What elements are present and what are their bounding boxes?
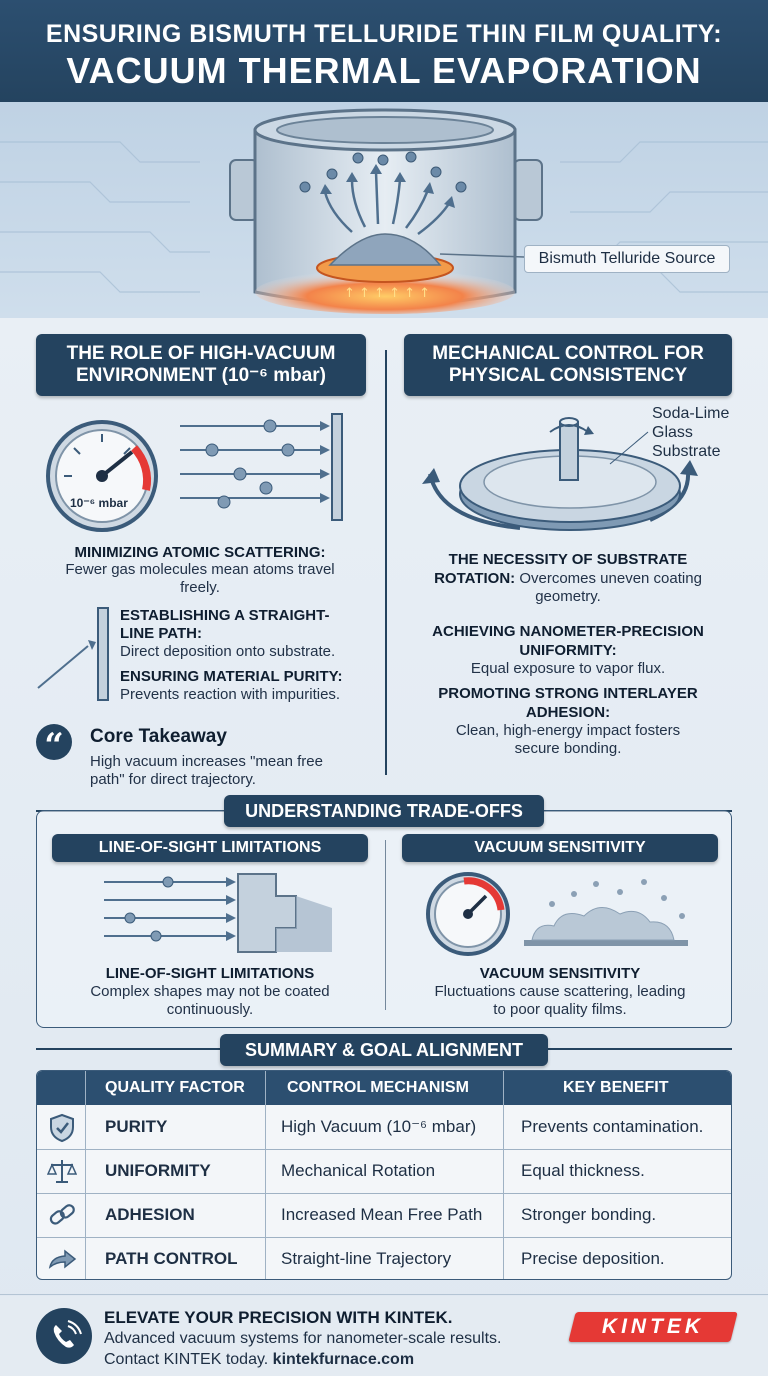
uniformity-title-line1: ACHIEVING NANOMETER-PRECISION	[432, 623, 704, 640]
mechanism-adhesion: Increased Mean Free Path	[281, 1205, 483, 1224]
rotation-text-line2: geometry.	[535, 588, 601, 605]
benefit-adhesion: Stronger bonding.	[521, 1205, 657, 1224]
tradeoffs-divider	[385, 840, 386, 1010]
takeaway-text-line1: High vacuum increases "mean free	[90, 753, 323, 770]
vacuum-sensitivity-pill: VACUUM SENSITIVITY	[402, 834, 718, 862]
shield-check-icon	[49, 1113, 75, 1143]
scattering-text-line2: freely.	[180, 579, 220, 596]
line-of-sight-pill: LINE-OF-SIGHT LIMITATIONS	[52, 834, 368, 862]
footer-website-link[interactable]: kintekfurnace.com	[272, 1351, 415, 1368]
vacuum-sensitivity-text-line2: to poor quality films.	[493, 1001, 627, 1018]
purity-text: Prevents reaction with impurities.	[120, 686, 341, 703]
purity-title: ENSURING MATERIAL PURITY:	[120, 668, 343, 685]
factor-path-control: PATH CONTROL	[105, 1249, 238, 1268]
straight-path-atoms-illustration	[170, 412, 350, 524]
page-header	[0, 0, 768, 102]
mechanical-point-rotation	[398, 550, 738, 606]
summary-table	[36, 1070, 732, 1280]
factor-uniformity: UNIFORMITY	[105, 1161, 211, 1180]
adhesion-text-line2: secure bonding.	[514, 740, 622, 757]
line-of-sight-caption	[52, 964, 368, 1019]
balance-scale-icon	[47, 1157, 77, 1185]
table-header-row	[37, 1071, 732, 1105]
pressure-gauge-icon	[44, 418, 160, 534]
footer-line2: Advanced vacuum systems for nanometer-scale results.	[104, 1330, 502, 1347]
arrow-right-icon	[47, 1247, 77, 1271]
quote-icon: “	[36, 724, 72, 760]
rotation-title-line2: ROTATION:	[434, 570, 516, 587]
vacuum-sensitivity-caption	[402, 964, 718, 1019]
chain-link-icon	[47, 1201, 77, 1229]
adhesion-text-line1: Clean, high-energy impact fosters	[455, 722, 681, 739]
benefit-purity: Prevents contamination.	[521, 1117, 704, 1136]
mechanism-uniformity: Mechanical Rotation	[281, 1161, 436, 1180]
straight-path-text: Direct deposition onto substrate.	[120, 643, 336, 660]
footer-headline: ELEVATE YOUR PRECISION WITH KINTEK.	[104, 1308, 453, 1327]
footer-text	[104, 1307, 574, 1370]
mechanism-path-control: Straight-line Trajectory	[281, 1249, 452, 1268]
benefit-uniformity: Equal thickness.	[521, 1161, 645, 1180]
vacuum-chamber-illustration	[0, 102, 768, 318]
kintek-logo-text: KINTEK	[601, 1315, 705, 1338]
takeaway-text-line2: path" for direct trajectory.	[90, 771, 256, 788]
mechanical-title-line1: MECHANICAL CONTROL FOR	[432, 343, 704, 364]
header-quality-factor: QUALITY FACTOR	[105, 1079, 245, 1096]
vacuum-point-straight-path	[120, 607, 380, 661]
header-control-mechanism: CONTROL MECHANISM	[287, 1079, 469, 1096]
substrate-label-line2: Glass	[652, 424, 693, 441]
gauge-label: 10⁻⁶ mbar	[70, 496, 128, 510]
takeaway-text	[90, 753, 380, 789]
phone-icon[interactable]	[36, 1308, 92, 1364]
svg-text:↑ ↑ ↑ ↑ ↑ ↑: ↑ ↑ ↑ ↑ ↑ ↑	[344, 286, 431, 301]
header-title-line2: VACUUM THERMAL EVAPORATION	[66, 50, 702, 91]
header-key-benefit: KEY BENEFIT	[563, 1079, 669, 1096]
rotation-text-inline: Overcomes uneven coating	[515, 570, 702, 587]
substrate-label	[652, 404, 729, 461]
tradeoffs-title: UNDERSTANDING TRADE-OFFS	[224, 795, 544, 827]
mechanical-title-line2: PHYSICAL CONSISTENCY	[448, 365, 688, 386]
mechanical-point-adhesion	[398, 684, 738, 758]
column-divider	[385, 350, 387, 775]
footer-line3: Contact KINTEK today.	[104, 1351, 273, 1368]
line-of-sight-illustration	[96, 868, 332, 958]
substrate-label-line3: Substrate	[652, 443, 721, 460]
vacuum-title-line1: THE ROLE OF HIGH-VACUUM	[66, 343, 336, 364]
factor-purity: PURITY	[105, 1117, 168, 1136]
vacuum-sensitivity-title: VACUUM SENSITIVITY	[479, 965, 641, 982]
kintek-logo[interactable]	[568, 1312, 737, 1342]
straight-path-title-line1: ESTABLISHING A STRAIGHT-	[120, 607, 330, 624]
rotation-title-line1: THE NECESSITY OF SUBSTRATE	[448, 551, 688, 568]
line-of-sight-text-line1: Complex shapes may not be coated	[90, 983, 330, 1000]
source-label: Bismuth Telluride Source	[524, 245, 730, 273]
scattering-title: MINIMIZING ATOMIC SCATTERING:	[74, 544, 326, 561]
substrate-label-line1: Soda-Lime	[652, 405, 730, 422]
takeaway-title: Core Takeaway	[90, 726, 227, 747]
trajectory-icon	[36, 606, 116, 702]
vacuum-section-title	[36, 334, 366, 396]
adhesion-title-line1: PROMOTING STRONG INTERLAYER	[438, 685, 698, 702]
mechanical-section-title	[404, 334, 732, 396]
line-of-sight-title: LINE-OF-SIGHT LIMITATIONS	[105, 965, 315, 982]
mechanical-point-uniformity	[398, 622, 738, 678]
uniformity-title-line2: UNIFORMITY:	[519, 642, 617, 659]
mechanism-purity: High Vacuum (10⁻⁶ mbar)	[281, 1117, 477, 1136]
vacuum-sensitivity-illustration	[424, 870, 694, 958]
vacuum-title-line2: ENVIRONMENT (10⁻⁶ mbar)	[76, 365, 326, 386]
adhesion-title-line2: ADHESION:	[525, 704, 611, 721]
vacuum-sensitivity-text-line1: Fluctuations cause scattering, leading	[434, 983, 686, 1000]
benefit-path-control: Precise deposition.	[521, 1249, 665, 1268]
factor-adhesion: ADHESION	[105, 1205, 195, 1224]
header-title-line1: ENSURING BISMUTH TELLURIDE THIN FILM QUALITY:	[45, 20, 723, 48]
uniformity-text: Equal exposure to vapor flux.	[470, 660, 666, 677]
line-of-sight-text-line2: continuously.	[166, 1001, 254, 1018]
vacuum-point-scattering	[40, 544, 360, 597]
straight-path-title-line2: LINE PATH:	[120, 625, 202, 642]
summary-title: SUMMARY & GOAL ALIGNMENT	[220, 1034, 548, 1066]
scattering-text-line1: Fewer gas molecules mean atoms travel	[65, 561, 335, 578]
vacuum-point-purity	[120, 668, 380, 704]
hero-illustration	[0, 102, 768, 318]
